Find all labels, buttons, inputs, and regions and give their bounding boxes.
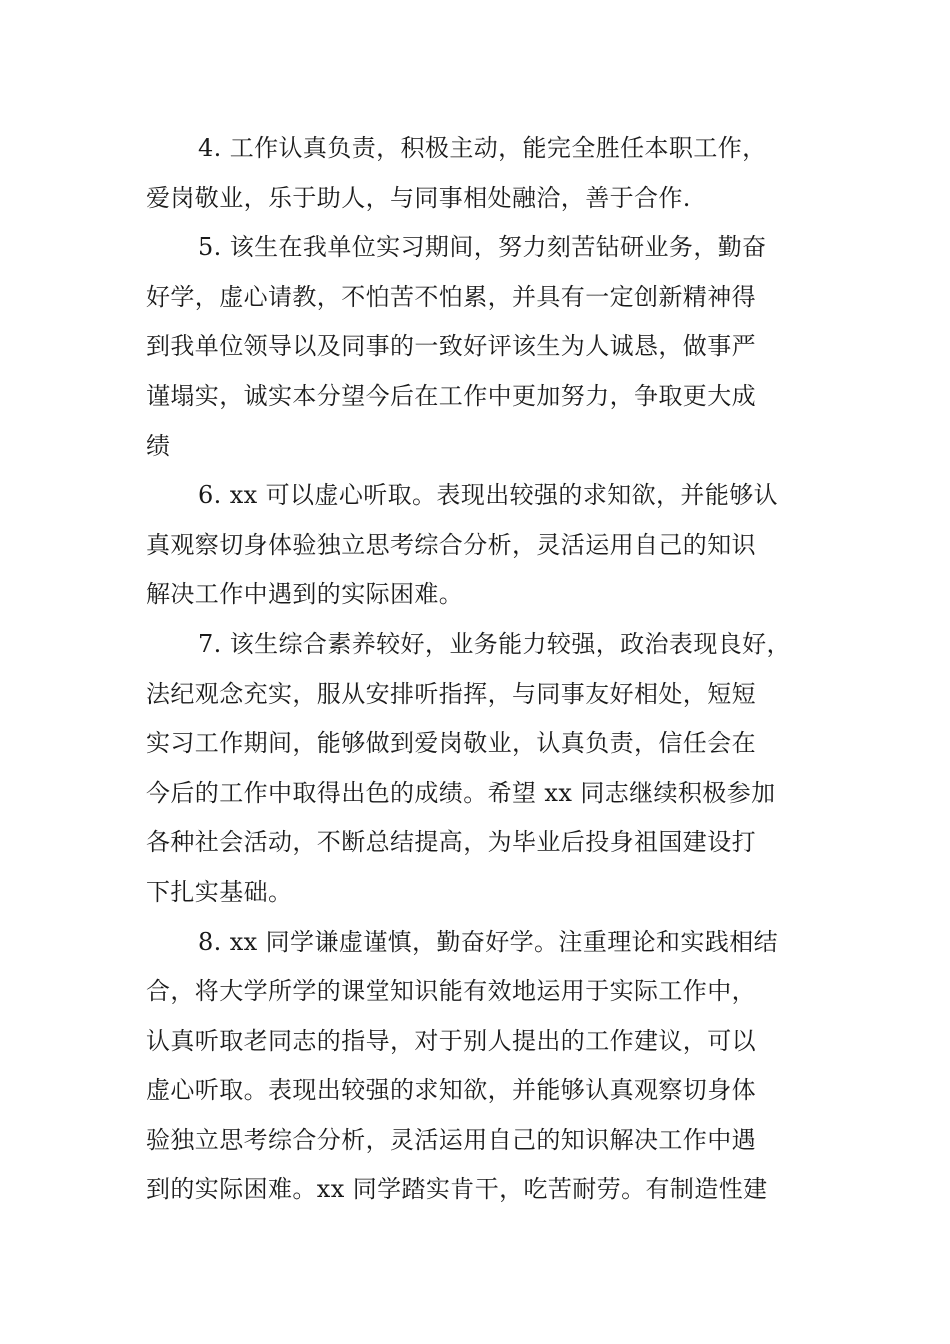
text-line: 实习工作期间，能够做到爱岗敬业，认真负责，信任会在	[146, 729, 756, 758]
text-line: 真观察切身体验独立思考综合分析，灵活运用自己的知识	[146, 530, 756, 559]
text-line: 5. 该生在我单位实习期间，努力刻苦钻研业务，勤奋	[198, 233, 767, 262]
text-line: 下扎实基础。	[146, 877, 293, 906]
text-line: 好学，虚心请教，不怕苦不怕累，并具有一定创新精神得	[146, 282, 756, 311]
document-body	[146, 124, 826, 1215]
text-line: 认真听取老同志的指导，对于别人提出的工作建议，可以	[146, 1026, 756, 1055]
text-line: 解决工作中遇到的实际困难。	[146, 580, 464, 609]
text-line: 虚心听取。表现出较强的求知欲，并能够认真观察切身体	[146, 1076, 756, 1105]
text-line: 验独立思考综合分析，灵活运用自己的知识解决工作中遇	[146, 1125, 756, 1154]
text-line: 今后的工作中取得出色的成绩。希望 xx 同志继续积极参加	[146, 778, 776, 807]
text-line: 到的实际困难。xx 同学踏实肯干，吃苦耐劳。有制造性建	[146, 1175, 768, 1204]
text-line: 8. xx 同学谦虚谨慎，勤奋好学。注重理论和实践相结	[198, 927, 779, 956]
text-line: 各种社会活动，不断总结提高，为毕业后投身祖国建设打	[146, 828, 756, 857]
text-line: 法纪观念充实，服从安排听指挥，与同事友好相处，短短	[146, 679, 756, 708]
text-line: 绩	[146, 431, 171, 460]
text-line: 合，将大学所学的课堂知识能有效地运用于实际工作中，	[146, 977, 756, 1006]
text-line: 7. 该生综合素养较好，业务能力较强，政治表现良好，	[198, 629, 791, 658]
text-line: 到我单位领导以及同事的一致好评该生为人诚恳，做事严	[146, 332, 756, 361]
text-line: 6. xx 可以虚心听取。表现出较强的求知欲，并能够认	[198, 481, 779, 510]
text-line: 爱岗敬业，乐于助人，与同事相处融洽，善于合作.	[146, 183, 691, 212]
text-line: 4. 工作认真负责，积极主动，能完全胜任本职工作，	[198, 134, 767, 162]
text-line: 谨塌实，诚实本分望今后在工作中更加努力，争取更大成	[146, 381, 756, 410]
